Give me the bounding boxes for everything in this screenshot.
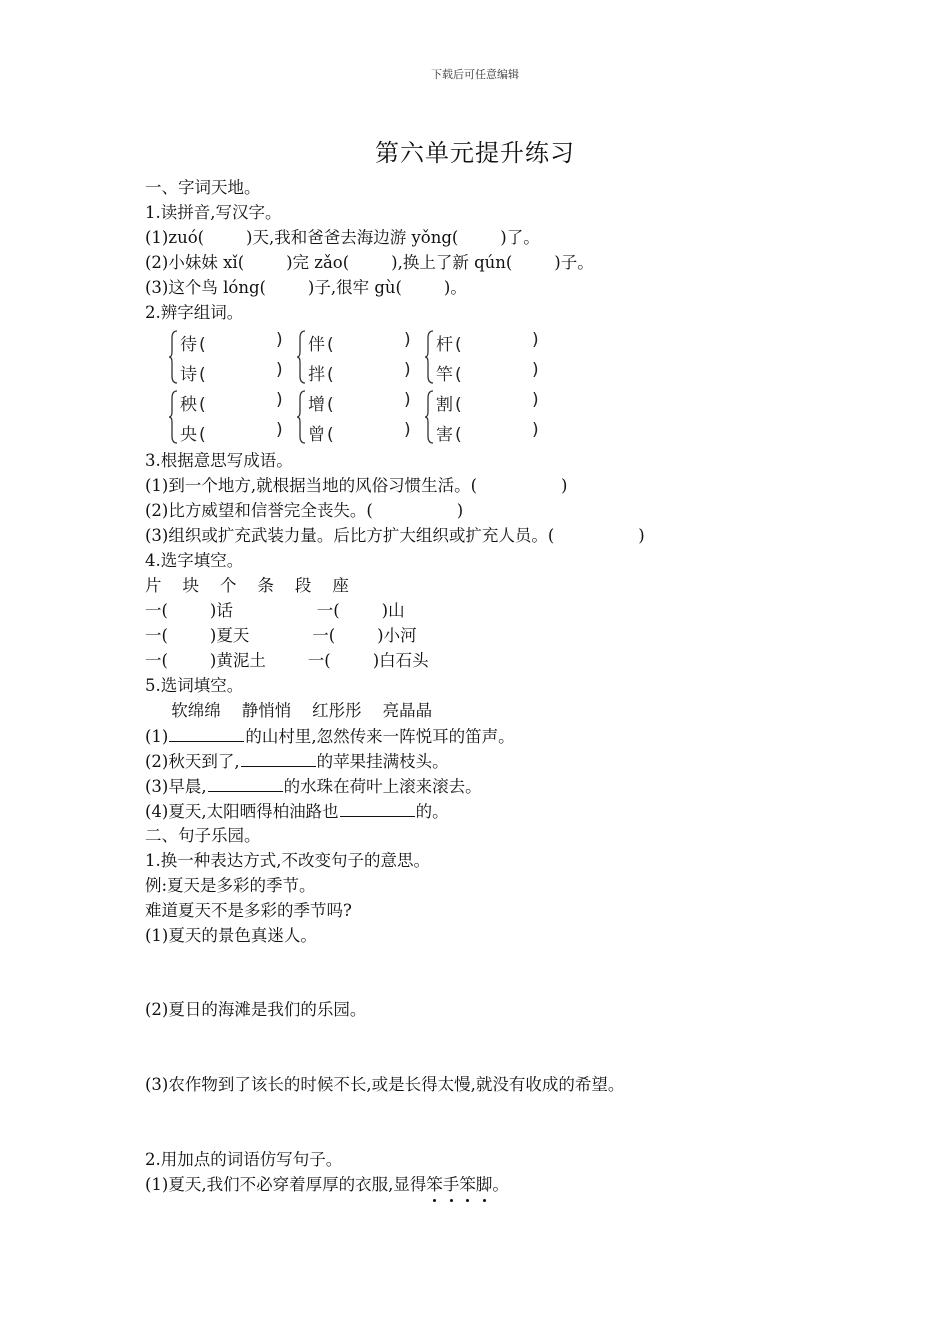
pair-char: 诗 — [180, 365, 197, 385]
example-text: 例:夏天是多彩的季节。 — [145, 876, 316, 895]
word-choices: 片 块 个 条 段 座 — [145, 576, 349, 595]
pair-char-row: 害 ( ) — [436, 420, 539, 445]
pair-char-row: 竿 ( ) — [436, 360, 539, 385]
question-item: (3)农作物到了该长的时候不长,或是长得太慢,就没有收成的希望。 — [145, 1075, 625, 1094]
question-heading: 2.辨字组词。 — [145, 303, 244, 322]
brace-icon — [296, 390, 306, 444]
answer-blank[interactable] — [241, 751, 316, 767]
question-item: 一( )黄泥土 一( )白石头 — [145, 651, 429, 670]
pair-char-row: 曾 ( ) — [308, 420, 411, 445]
dotted-char: 笨 — [426, 1175, 443, 1194]
question-heading: 3.根据意思写成语。 — [145, 451, 293, 470]
pair-group — [424, 328, 549, 386]
pair-char: 杆 — [436, 335, 453, 355]
pair-char-row: 割 ( ) — [436, 390, 539, 415]
pair-group — [168, 328, 293, 386]
dotted-char: 笨 — [459, 1175, 476, 1194]
pair-char-row: 拌 ( ) — [308, 360, 411, 385]
page-header: 下载后可任意编辑 — [431, 68, 519, 81]
brace-icon — [168, 330, 178, 384]
section-heading: 一、字词天地。 — [145, 178, 261, 197]
fill-blank-item: (1) 的山村里,忽然传来一阵悦耳的笛声。 — [145, 727, 515, 746]
answer-blank[interactable] — [340, 801, 415, 817]
question-item: (2)夏日的海滩是我们的乐园。 — [145, 1000, 367, 1019]
question-item: (1)夏天,我们不必穿着厚厚的衣服,显得笨手笨脚。 — [145, 1175, 509, 1194]
brace-icon — [296, 330, 306, 384]
pair-char: 曾 — [308, 425, 325, 445]
question-item: (3)这个鸟 lóng( )子,很牢 gù( )。 — [145, 278, 467, 297]
question-item: 一( )话 一( )山 — [145, 601, 405, 620]
question-item: (2)小妹妹 xǐ( )完 zǎo( ),换上了新 qún( )子。 — [145, 253, 594, 272]
page-title: 第六单元提升练习 — [375, 139, 575, 167]
pair-char: 央 — [180, 425, 197, 445]
pair-char-row: 伴 ( ) — [308, 330, 411, 355]
pair-char-row: 秧 ( ) — [180, 390, 283, 415]
example-text: 难道夏天不是多彩的季节吗? — [145, 901, 352, 920]
pair-group — [168, 388, 293, 446]
pair-char: 伴 — [308, 335, 325, 355]
pair-char: 害 — [436, 425, 453, 445]
pair-group — [296, 388, 421, 446]
pair-char-row: 增 ( ) — [308, 390, 411, 415]
question-item: (3)组织或扩充武装力量。后比方扩大组织或扩充人员。( ) — [145, 526, 645, 545]
question-item: (1)夏天的景色真迷人。 — [145, 926, 317, 945]
pair-char: 拌 — [308, 365, 325, 385]
fill-blank-item: (2)秋天到了, 的苹果挂满枝头。 — [145, 752, 449, 771]
pair-char: 秧 — [180, 395, 197, 415]
dotted-char: 手 — [442, 1175, 460, 1194]
pair-char: 增 — [308, 395, 325, 415]
pair-char: 竿 — [436, 365, 453, 385]
question-heading: 1.读拼音,写汉字。 — [145, 203, 282, 222]
question-heading: 4.选字填空。 — [145, 551, 244, 570]
dotted-char: 脚 — [475, 1175, 493, 1194]
section-heading: 二、句子乐园。 — [145, 826, 261, 845]
question-item: 一( )夏天 一( )小河 — [145, 626, 417, 645]
word-choices: 软绵绵 静悄悄 红彤彤 亮晶晶 — [145, 701, 433, 720]
pair-char: 割 — [436, 395, 453, 415]
pair-char-row: 杆 ( ) — [436, 330, 539, 355]
character-pair-grid — [168, 328, 568, 446]
pair-char-row: 央 ( ) — [180, 420, 283, 445]
question-item: (2)比方威望和信誉完全丧失。( ) — [145, 501, 464, 520]
answer-blank[interactable] — [169, 726, 244, 742]
pair-group — [424, 388, 549, 446]
answer-blank[interactable] — [208, 776, 283, 792]
question-heading: 2.用加点的词语仿写句子。 — [145, 1150, 343, 1169]
pair-group — [296, 328, 421, 386]
fill-blank-item: (4)夏天,太阳晒得柏油路也 的。 — [145, 802, 449, 821]
question-item: (1)zuó( )天,我和爸爸去海边游 yǒng( )了。 — [145, 228, 540, 247]
question-heading: 5.选词填空。 — [145, 676, 244, 695]
brace-icon — [424, 390, 434, 444]
brace-icon — [168, 390, 178, 444]
question-heading: 1.换一种表达方式,不改变句子的意思。 — [145, 851, 430, 870]
question-item: (1)到一个地方,就根据当地的风俗习惯生活。( ) — [145, 476, 568, 495]
pair-char-row: 诗 ( ) — [180, 360, 283, 385]
brace-icon — [424, 330, 434, 384]
fill-blank-item: (3)早晨, 的水珠在荷叶上滚来滚去。 — [145, 777, 482, 796]
pair-char-row: 待 ( ) — [180, 330, 283, 355]
pair-char: 待 — [180, 335, 197, 355]
